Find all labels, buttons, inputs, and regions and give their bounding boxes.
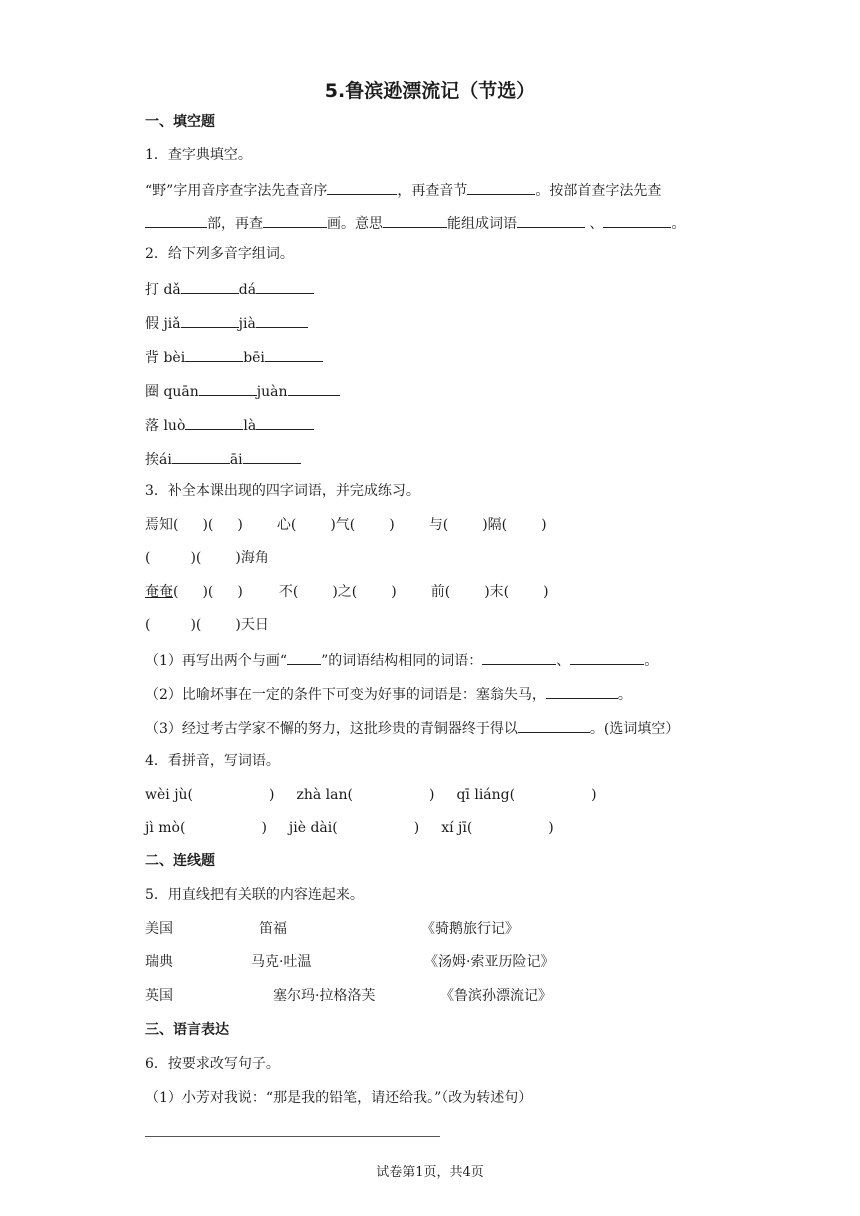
page-footer: 试卷第1页，共4页 (376, 1165, 484, 1180)
q5-author[interactable]: 马克·吐温 (251, 954, 312, 970)
underlined-word: 奄奄 (145, 584, 173, 600)
answer-blank[interactable] (265, 347, 323, 362)
answer-blank[interactable] (327, 180, 397, 195)
q5-book[interactable]: 《鲁滨孙漂流记》 (440, 988, 552, 1004)
answer-blank[interactable] (570, 650, 644, 665)
q3-idiom-row-4: ( )( )天日 (145, 617, 269, 633)
q2-row: 圈 quān juàn (145, 381, 340, 401)
q4-row-2: jì mò( ) jiè dài( ) xí jī( ) (145, 820, 554, 836)
answer-blank[interactable] (546, 684, 618, 699)
q1-line-1: “野”字用音序查字法先查音序 ，再查音节 。按部首查字法先查 (145, 180, 661, 200)
q2-row: 挨ái āi (145, 449, 301, 469)
q5-book[interactable]: 《骑鹅旅行记》 (421, 921, 519, 937)
answer-line[interactable] (145, 1136, 440, 1137)
q3-idiom-row-3: 奄奄( )( ) 不( )之( ) 前( )末( ) (145, 584, 549, 600)
page-title: 5.鲁滨逊漂流记（节选） (324, 80, 536, 102)
q4-row-1: wèi jù( ) zhà lan( ) qī liáng( ) (145, 787, 597, 803)
answer-blank[interactable] (199, 381, 257, 396)
section-heading-matching: 二、连线题 (145, 853, 215, 869)
answer-blank[interactable] (181, 279, 239, 294)
q5-author[interactable]: 笛福 (259, 921, 287, 937)
answer-blank[interactable] (518, 718, 590, 733)
q5-heading: 5．用直线把有关联的内容连起来。 (145, 887, 364, 903)
q6-heading: 6．按要求改写句子。 (145, 1056, 280, 1072)
q3-idiom-row-2: ( )( )海角 (145, 550, 269, 566)
answer-blank[interactable] (185, 347, 243, 362)
answer-blank[interactable] (288, 381, 340, 396)
answer-blank[interactable] (145, 213, 207, 228)
answer-blank[interactable] (482, 650, 556, 665)
q3-sub-2: （2）比喻坏事在一定的条件下可变为好事的词语是：塞翁失马， 。 (145, 684, 632, 704)
q4-heading: 4．看拼音，写词语。 (145, 753, 280, 769)
answer-blank[interactable] (383, 213, 447, 228)
q5-row: 英国 (145, 988, 173, 1004)
q5-author[interactable]: 塞尔玛·拉格洛芙 (273, 988, 376, 1004)
answer-blank[interactable] (467, 180, 535, 195)
q5-book[interactable]: 《汤姆·索亚历险记》 (424, 954, 555, 970)
section-heading-expression: 三、语言表达 (145, 1022, 229, 1038)
answer-blank[interactable] (256, 279, 314, 294)
q2-row: 打 dǎ dá (145, 279, 314, 299)
answer-blank[interactable] (256, 415, 314, 430)
q2-row: 落 luò là (145, 415, 314, 435)
q3-heading: 3．补全本课出现的四字词语，并完成练习。 (145, 483, 420, 499)
q6-sub-1: （1）小芳对我说：“那是我的铅笔，请还给我。”（改为转述句） (145, 1090, 533, 1106)
answer-blank[interactable] (263, 213, 327, 228)
q5-row: 美国 (145, 921, 173, 937)
answer-blank[interactable] (517, 213, 585, 228)
q1-line-2: 部，再查 画。意思 能组成词语 、 。 (145, 213, 685, 233)
q2-heading: 2．给下列多音字组词。 (145, 246, 294, 262)
q3-sub-3: （3）经过考古学家不懈的努力，这批珍贵的青铜器终于得以 。(选词填空） (145, 718, 679, 738)
section-heading-fill-blank: 一、填空题 (145, 114, 215, 130)
q5-row: 瑞典 (145, 954, 173, 970)
q3-idiom-row-1: 焉知( )( ) 心( )气( ) 与( )隔( ) (145, 517, 547, 533)
answer-blank[interactable] (243, 449, 301, 464)
q2-row: 背 bèi bēi (145, 347, 323, 367)
q2-row: 假 jiǎ jià (145, 313, 308, 333)
answer-blank[interactable] (185, 415, 243, 430)
answer-blank[interactable] (256, 313, 308, 328)
answer-blank[interactable] (181, 313, 239, 328)
q1-heading: 1．查字典填空。 (145, 147, 252, 163)
q3-sub-1: （1）再写出两个与画“ ”的词语结构相同的词语： 、 。 (145, 650, 658, 670)
answer-blank[interactable] (603, 213, 671, 228)
answer-blank[interactable] (172, 449, 230, 464)
